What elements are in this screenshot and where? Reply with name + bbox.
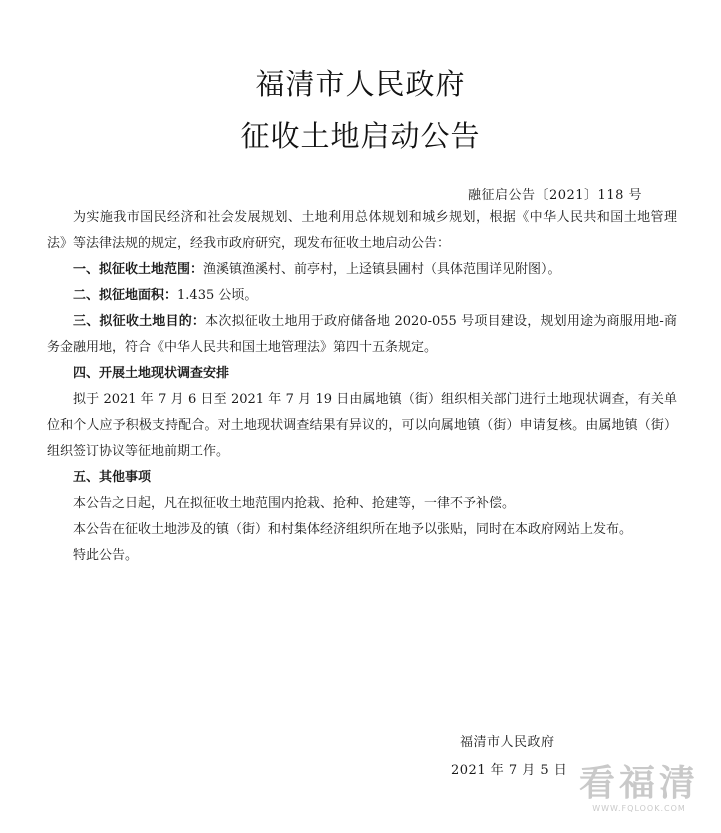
intro-paragraph: 为实施我市国民经济和社会发展规划、土地利用总体规划和城乡规划，根据《中华人民共和国土地管理法》等法律法规的规定，经我市政府研究，现发布征收土地启动公告： xyxy=(47,210,677,251)
section-3 xyxy=(47,309,677,361)
section-2-label: 二、拟征地面积： xyxy=(73,288,178,303)
section-4-text: 拟于 2021 年 7 月 6 日至 2021 年 7 月 19 日由属地镇（街）组织相关部门进行土地现状调查，有关单位和个人应予积极支持配合。对土地现状调查结果有异议的，可以向属地镇（街）申请复核。由属地镇（街）组织签订协议等征地前期工作。 xyxy=(47,392,677,459)
watermark-text: 看福清 xyxy=(578,763,699,804)
closing-line: 特此公告。 xyxy=(73,548,139,563)
signature-organization: 福清市人民政府 xyxy=(460,735,555,750)
section-5-heading: 五、其他事项 xyxy=(73,470,152,485)
section-5-para-1: 本公告之日起，凡在拟征收土地范围内抢栽、抢种、抢建等，一律不予补偿。 xyxy=(73,496,516,511)
watermark-url: WWW.FQLOOK.COM xyxy=(592,804,686,813)
section-5-para-2: 本公告在征收土地涉及的镇（街）和村集体经济组织所在地予以张贴，同时在本政府网站上发布。 xyxy=(73,522,633,537)
document-number: 融征启公告〔2021〕118 号 xyxy=(467,188,642,203)
document-body xyxy=(47,205,677,569)
section-2 xyxy=(47,283,677,309)
page-title: 福清市人民政府 xyxy=(255,67,466,101)
section-1-text: 渔溪镇渔溪村、前亭村，上迳镇县圃村（具体范围详见附图）。 xyxy=(203,262,561,277)
section-1-label: 一、拟征收土地范围： xyxy=(73,262,204,277)
section-1 xyxy=(47,257,677,283)
section-4-heading: 四、开展土地现状调查安排 xyxy=(73,366,230,381)
watermark-logo xyxy=(579,764,699,813)
page-subtitle: 征收土地启动公告 xyxy=(240,119,481,153)
section-2-text: 1.435 公顷。 xyxy=(177,288,258,303)
signature-date: 2021 年 7 月 5 日 xyxy=(451,763,568,778)
section-3-label: 三、拟征收土地目的： xyxy=(73,314,206,329)
section-3-text: 本次拟征收土地用于政府储备地 2020-055 号项目建设，规划用途为商服用地-商务金融用地，符合《中华人民共和国土地管理法》第四十五条规定。 xyxy=(47,314,677,355)
